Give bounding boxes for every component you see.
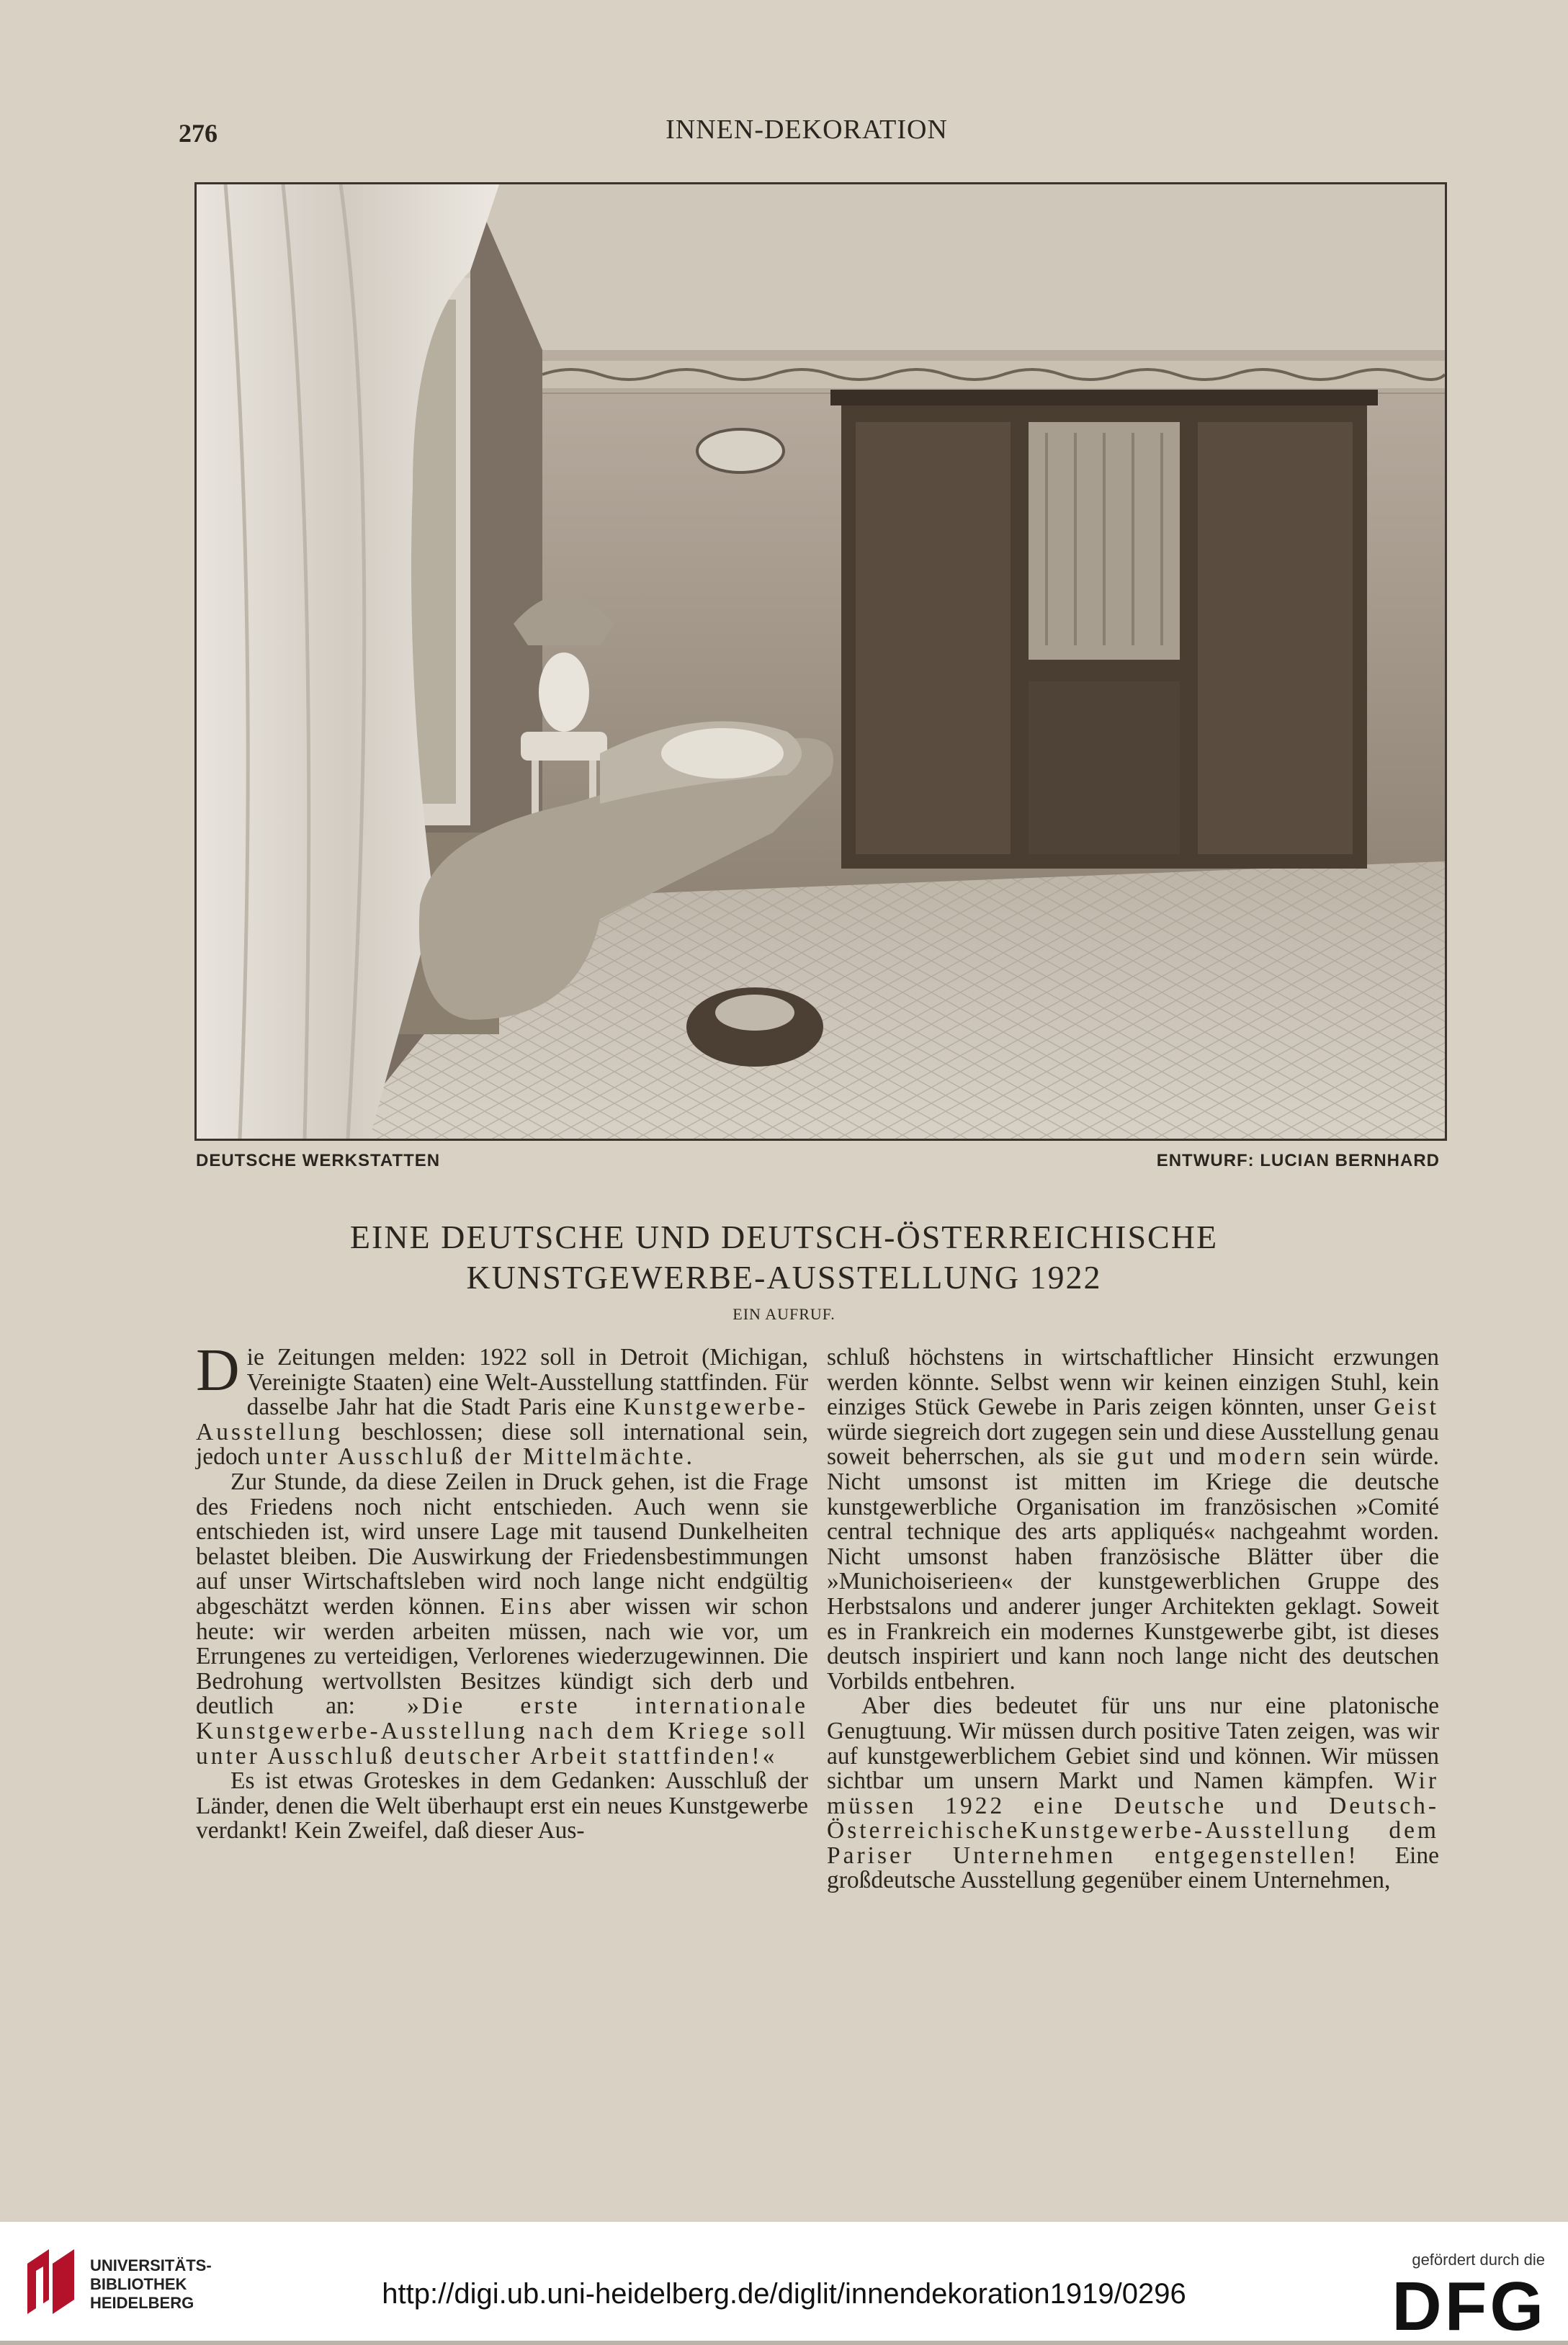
source-url[interactable]: http://digi.ub.uni-heidelberg.de/diglit/innendekoration1919/0296 xyxy=(382,2278,1186,2310)
text-run: und xyxy=(1156,1443,1218,1471)
text-run: Aber dies bedeutet für uns nur eine platonische Genugtuung. Wir müssen durch positive Taten zeigen, was wir auf kunstgewerblichem Gebiet sind und können. Wir müssen sichtbar um unsern Markt und Namen kämpfen. xyxy=(827,1692,1439,1795)
text-run: aber wissen wir schon heute: wir werden arbeiten müssen, nach wie vor, um Errungenes zu verteidigen, Verlorenes wiederzugewinnen. Die Bedrohung wertvollsten Besitzes kündigt sich derb und deutlich an: xyxy=(196,1592,809,1720)
interior-photograph xyxy=(194,182,1447,1141)
text-run: ie Zeitungen melden: 1922 soll in Detroit (Michigan, Vereinigte Staaten) eine Welt-Ausstellung stattfinden. Für dasselbe Jahr hat die Stadt Paris eine xyxy=(246,1344,808,1421)
spaced-text: Geist xyxy=(1374,1394,1439,1421)
article-title xyxy=(0,1217,1568,1298)
cushion xyxy=(661,728,784,779)
running-header xyxy=(173,114,1441,157)
paragraph xyxy=(196,1337,808,1471)
library-name-line: UNIVERSITÄTS- xyxy=(90,2256,212,2274)
spaced-text: unter Ausschluß der Mittelmächte. xyxy=(266,1443,695,1471)
paragraph xyxy=(827,1694,1439,1893)
title-line-2: KUNSTGEWERBE-AUSSTELLUNG 1922 xyxy=(466,1259,1102,1296)
article-subtitle: EIN AUFRUF. xyxy=(733,1305,835,1323)
spaced-text: »Die erste internationale Kunstgewerbe-Ausstellung nach dem Kriege soll unter Ausschluß deutscher Arbeit stattfinden!« xyxy=(196,1692,808,1770)
text-run: Zur Stunde, da diese Zeilen in Druck gehen, ist die Frage des Friedens noch nicht entschieden. Auch wenn sie entschieden ist, wird unsere Lage mit tausend Dunkelheiten belastet bleiben. Die Auswirkung der Friedensbestimmungen auf unser Wirtschaftsleben wird noch lange nicht endgültig abgeschätzt werden können. xyxy=(196,1468,808,1620)
wardrobe-door-left xyxy=(856,422,1011,854)
spaced-text: Eins xyxy=(500,1592,555,1620)
funding-note: gefördert durch die xyxy=(1412,2251,1545,2269)
paragraph xyxy=(196,1470,808,1769)
wall-picture xyxy=(697,429,784,472)
photo-credit-left: DEUTSCHE WERKSTATTEN xyxy=(196,1151,441,1170)
wall-frieze xyxy=(542,361,1445,388)
library-name-line: BIBLIOTHEK xyxy=(90,2275,187,2293)
library-name-line: HEIDELBERG xyxy=(90,2294,194,2312)
wardrobe-door-right xyxy=(1198,422,1353,854)
spaced-text: gut xyxy=(1116,1443,1157,1471)
text-run: schluß höchstens in wirtschaftlicher Hinsicht erzwungen werden könnte. Selbst wenn wir keinen einzigen Stuhl, kein einziges Stück Gewebe in Paris zeigen könnten, unser xyxy=(827,1344,1439,1421)
photo-credit-right: ENTWURF: LUCIAN BERNHARD xyxy=(1156,1151,1440,1170)
paragraph: Es ist etwas Groteskes in dem Gedanken: Ausschluß der Länder, denen die Welt überhaupt erst ein neues Kunstgewerbe verdankt! Kein Zweifel, daß dieser Aus- xyxy=(196,1767,808,1844)
digitization-footer xyxy=(0,2222,1568,2345)
lamp-table xyxy=(521,732,607,761)
text-run: beschlossen; diese soll international sein, jedoch xyxy=(196,1418,808,1471)
spaced-text: Wir müssen 1922 eine Deutsche und Deutsch-ÖsterreichischeKunstgewerbe-Ausstellung dem Pariser Unternehmen entgegenstellen! xyxy=(827,1767,1439,1869)
journal-title: INNEN-DEKORATION xyxy=(666,115,948,145)
text-column-left xyxy=(196,1337,809,1844)
text-run: sein würde. Nicht umsonst ist mitten im Kriege die deutsche kunstgewerbliche Organisation im französischen »Comité central technique des arts appliqués« nachgeahmt worden. Nicht umsonst haben französische Blätter über die »Munichoiserieen« der kunstgewerblichen Gruppe des Herbstsalons und anderer junger Architekten geklagt. Soweit es in Frankreich ein modernes Kunstgewerbe gibt, ist dieses deutsch inspiriert und kann noch lange nicht des deutschen Vorbilds entbehren. xyxy=(827,1443,1439,1695)
paragraph xyxy=(827,1345,1439,1694)
text-column-right xyxy=(827,1345,1439,1893)
spaced-text: modern xyxy=(1217,1443,1309,1471)
text-run: würde siegreich dort zugegen sein und diese Ausstellung genau soweit beherrschen, als sie xyxy=(827,1418,1439,1471)
title-line-1: EINE DEUTSCHE UND DEUTSCH-ÖSTERREICHISCHE xyxy=(349,1219,1219,1255)
dfg-logo: DFG xyxy=(1392,2268,1546,2345)
spaced-text: Kunstgewerbe-Ausstellung xyxy=(196,1394,808,1445)
page-number: 276 xyxy=(179,119,218,148)
drop-cap: D xyxy=(196,1337,240,1404)
text-run: Eine großdeutsche Ausstellung gegenüber einem Unternehmen, xyxy=(827,1842,1439,1894)
lamp-base xyxy=(539,653,589,732)
